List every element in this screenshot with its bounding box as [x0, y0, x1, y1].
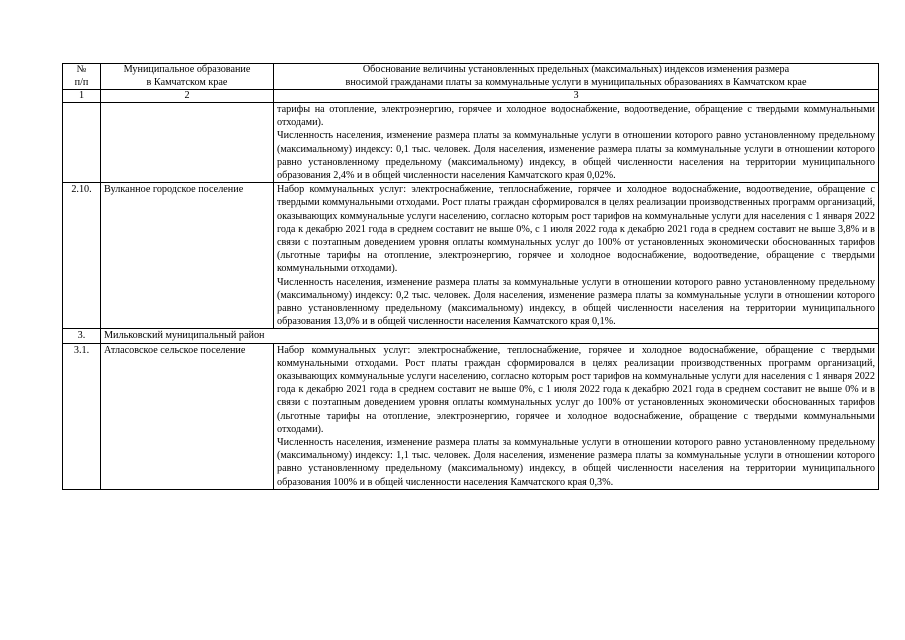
header-num: № п/п	[63, 64, 101, 90]
justification-text	[274, 103, 879, 183]
section-row	[63, 329, 879, 343]
column-number: 2	[101, 90, 274, 103]
municipality-name	[101, 183, 274, 329]
justification-text	[274, 343, 879, 489]
column-number-row	[63, 90, 879, 103]
justification-paragraph: Набор коммунальных услуг: электроснабжение, теплоснабжение, горячее и холодное водоснабжение, водоотведение, обращение с твердыми коммунальными отходами. Рост платы граждан сформировался в целях реализации производственных программ организаций, оказывающих коммунальные услуги населению, согласно которым рост тарифов на коммунальные услуги для населения с 1 января 2022 года к декабрю 2021 года в среднем составит не выше 0%, с 1 июля 2022 года к декабрю 2021 года в среднем составит не выше 3,8% и в связи с поэтапным доведением уровня оплаты коммунальных услуг до 100% от установленных экономически обоснованных тарифов (льготные тарифы на отопление, электроэнергию, горячее и холодное водоснабжение, водоотведение, обращение с твердыми коммунальными отходами).	[277, 184, 875, 275]
municipality-name-text: Атласовское сельское поселение	[104, 344, 246, 356]
document-page	[62, 63, 878, 490]
municipality-name	[101, 103, 274, 183]
column-number: 3	[274, 90, 879, 103]
table-row	[63, 103, 879, 183]
header-municipality: Муниципальное образование в Камчатском крае	[101, 64, 274, 90]
section-title: Мильковский муниципальный район	[101, 329, 879, 343]
table-row	[63, 183, 879, 329]
row-number	[63, 103, 101, 183]
header-justification: Обоснование величины установленных предельных (максимальных) индексов изменения размера вносимой гражданами платы за коммунальные услуги в муниципальных образованиях в Камчатском крае	[274, 64, 879, 90]
section-number: 3.	[63, 329, 101, 343]
row-number: 3.1.	[63, 343, 101, 489]
justification-paragraph: Численность населения, изменение размера платы за коммунальные услуги в отношении которого равно установленному предельному (максимальному) индексу: 0,1 тыс. человек. Доля населения, изменение размера платы за коммунальные услуги в отношении которого равно установленному предельному (максимальному) индексу, в общей численности населения на территории муниципального образования 2,4% и в общей численности населения Камчатского края 0,02%.	[277, 130, 875, 182]
justification-text	[274, 183, 879, 329]
row-number: 2.10.	[63, 183, 101, 329]
table-row	[63, 343, 879, 489]
justification-paragraph: тарифы на отопление, электроэнергию, горячее и холодное водоснабжение, водоотведение, обращение с твердыми коммунальными отходами).	[277, 104, 875, 129]
justification-paragraph: Численность населения, изменение размера платы за коммунальные услуги в отношении которого равно установленному предельному (максимальному) индексу: 0,2 тыс. человек. Доля населения, изменение размера платы за коммунальные услуги в отношении которого равно установленному предельному (максимальному) индексу, в общей численности населения на территории муниципального образования 13,0% и в общей численности населения Камчатского края 0,1%.	[277, 276, 875, 328]
municipality-name	[101, 343, 274, 489]
justification-paragraph: Набор коммунальных услуг: электроснабжение, теплоснабжение, горячее и холодное водоснабжение, обращение с твердыми коммунальными отходами. Рост платы граждан сформировался в целях реализации производственных программ организаций, оказывающих коммунальные услуги населению, согласно которым рост тарифов на коммунальные услуги для населения с 1 января 2022 года к декабрю 2021 года в среднем составит не выше 0%, с 1 июля 2022 года к декабрю 2021 года в среднем составит не выше 0% и в связи с поэтапным доведением уровня оплаты коммунальных услуг до 100% от установленных экономически обоснованных тарифов (льготные тарифы на отопление, электроэнергию, горячее и холодное водоснабжение, обращение с твердыми коммунальными отходами).	[277, 344, 875, 435]
header-row	[63, 64, 879, 90]
column-number: 1	[63, 90, 101, 103]
municipality-name-text: Вулканное городское поселение	[104, 184, 244, 196]
tariff-justification-table	[62, 63, 879, 490]
justification-paragraph: Численность населения, изменение размера платы за коммунальные услуги в отношении которого равно установленному предельному (максимальному) индексу: 1,1 тыс. человек. Доля населения, изменение размера платы за коммунальные услуги в отношении которого равно установленному предельному (максимальному) индексу, в общей численности населения на территории муниципального образования 100% и в общей численности населения Камчатского края 0,3%.	[277, 437, 875, 488]
